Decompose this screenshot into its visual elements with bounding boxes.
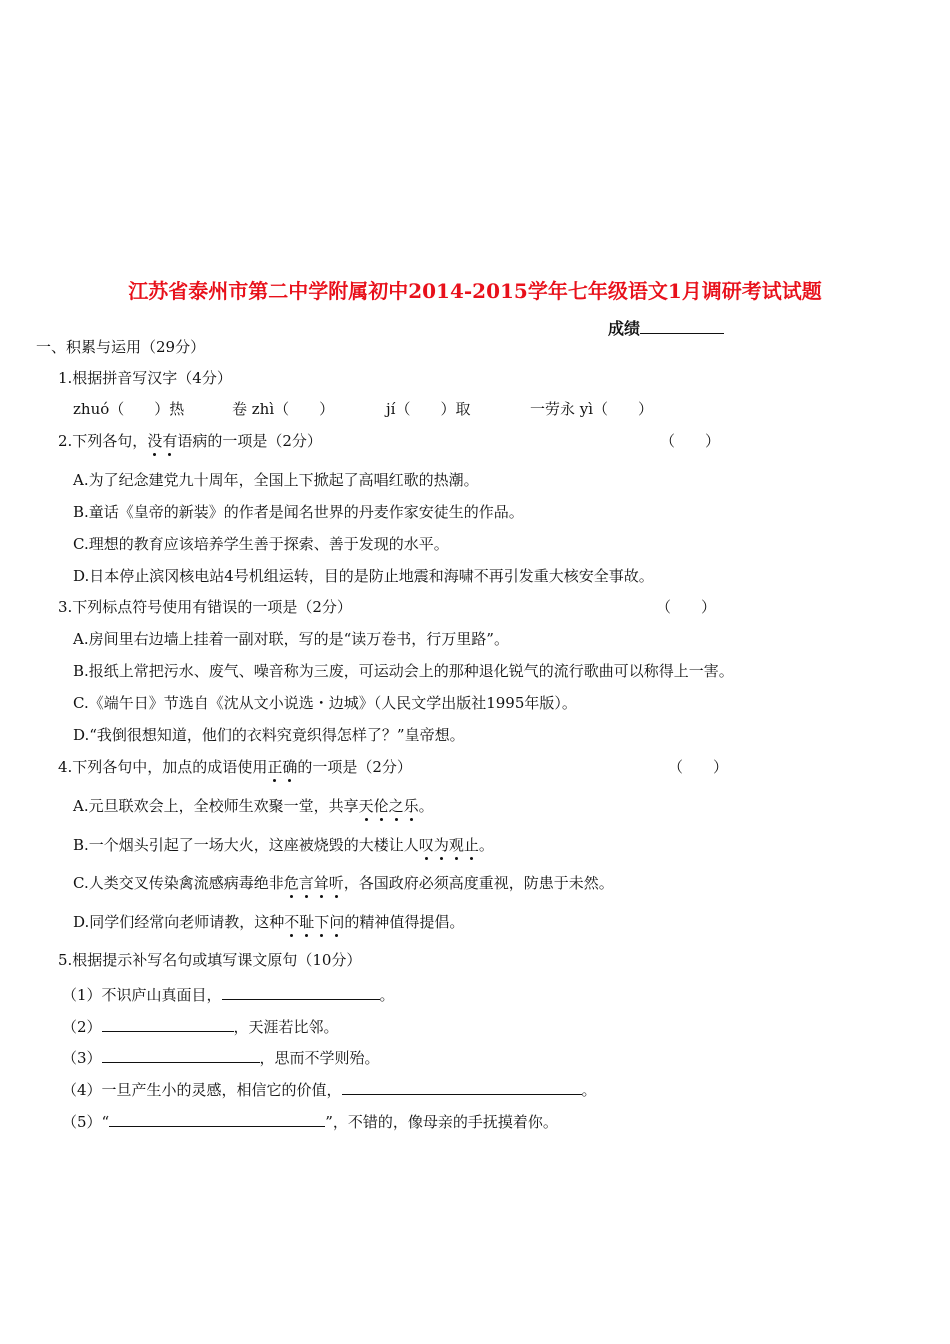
- q1-item-2[interactable]: 卷 zhì（ ）: [232, 400, 335, 418]
- q4-option-c: [73, 873, 614, 893]
- q4-b-pre: B.一个烟头引起了一场大火，这座被烧毁的大楼让人: [73, 836, 419, 854]
- emphasis-char: 之: [388, 797, 404, 815]
- q5-2-blank[interactable]: [102, 1015, 234, 1032]
- emphasis-char: 不: [284, 913, 300, 931]
- emphasis-char: 正: [267, 758, 283, 776]
- q5-item-3: [62, 1046, 380, 1068]
- q4-stem: [58, 757, 412, 777]
- q5-4-pre: （4）一旦产生小的灵感，相信它的价值，: [62, 1081, 342, 1099]
- q4-c-post: ，各国政府必须高度重视，防患于未然。: [343, 874, 614, 892]
- q4-c-pre: C.人类交叉传染禽流感病毒绝非: [73, 874, 284, 892]
- emphasis-char: 危: [283, 874, 299, 892]
- emphasis-char: 确: [282, 758, 298, 776]
- q4-a-post: 。: [418, 797, 434, 815]
- q3-option-c: C.《端午日》节选自《沈从文小说选・边城》（人民文学出版社1995年版）。: [73, 694, 577, 712]
- emphasis-char: 问: [329, 913, 345, 931]
- q4-d-idiom: [284, 913, 344, 931]
- q5-5-post: ”，不错的，像母亲的手抚摸着你。: [325, 1113, 558, 1131]
- q4-stem-start: 4.下列各句中，加点的成语使用: [58, 758, 268, 776]
- q5-3-post: ，思而不学则殆。: [259, 1049, 380, 1067]
- q4-answer-paren[interactable]: （ ）: [668, 758, 729, 776]
- q4-b-idiom: [419, 836, 479, 854]
- q2-dotted-word: [147, 432, 177, 450]
- q2-option-a: A.为了纪念建党九十周年，全国上下掀起了高唱红歌的热潮。: [73, 471, 479, 489]
- q1-item-3[interactable]: jí（ ）取: [386, 400, 471, 418]
- q1-item-1[interactable]: zhuó（ ）热: [73, 400, 185, 418]
- score-blank[interactable]: [640, 318, 724, 334]
- q3-option-b: B.报纸上常把污水、废气、噪音称为三废，可运动会上的那种退化锐气的流行歌曲可以称得上一害。: [73, 662, 734, 680]
- emphasis-char: 听: [328, 874, 344, 892]
- emphasis-char: 下: [314, 913, 330, 931]
- q3-answer-paren[interactable]: （ ）: [656, 598, 717, 616]
- q5-4-post: 。: [581, 1081, 597, 1099]
- q5-1-post: 。: [379, 986, 395, 1004]
- q4-a-idiom: [359, 797, 419, 815]
- q3-stem: 3.下列标点符号使用有错误的一项是（2分）: [58, 598, 352, 616]
- q5-1-pre: （1）不识庐山真面目，: [62, 986, 222, 1004]
- q4-b-post: 。: [478, 836, 494, 854]
- emphasis-char: 天: [358, 797, 374, 815]
- emphasis-char: 止: [463, 836, 479, 854]
- q2-option-d: D.日本停止滨冈核电站4号机组运转，目的是防止地震和海啸不再引发重大核安全事故。: [73, 567, 654, 585]
- score-field: [608, 316, 724, 339]
- emphasis-char: 耸: [313, 874, 329, 892]
- q4-option-a: [73, 796, 434, 816]
- q4-d-post: 的精神值得提倡。: [344, 913, 465, 931]
- q5-item-2: [62, 1015, 339, 1037]
- q5-3-blank[interactable]: [102, 1046, 260, 1063]
- q2-stem: [58, 431, 322, 451]
- q2-option-b: B.童话《皇帝的新装》的作者是闻名世界的丹麦作家安徒生的作品。: [73, 503, 524, 521]
- emphasis-char: 言: [298, 874, 314, 892]
- q4-a-pre: A.元旦联欢会上，全校师生欢聚一堂，共享: [73, 797, 359, 815]
- q2-stem-start: 2.下列各句，: [58, 432, 148, 450]
- q5-5-blank[interactable]: [109, 1110, 325, 1127]
- q4-c-idiom: [284, 874, 344, 892]
- q3-option-d: D.“我倒很想知道，他们的衣料究竟织得怎样了？”皇帝想。: [73, 726, 465, 744]
- emphasis-char: 伦: [373, 797, 389, 815]
- exam-title: 江苏省泰州市第二中学附属初中2014-2015学年七年级语文1月调研考试试题: [128, 279, 822, 303]
- q5-3-pre: （3）: [62, 1049, 102, 1067]
- q5-5-pre: （5）“: [62, 1113, 110, 1131]
- q4-stem-end: 的一项是（2分）: [297, 758, 412, 776]
- q1-item-4[interactable]: 一劳永 yì（ ）: [530, 400, 654, 418]
- score-label: 成绩: [608, 319, 641, 338]
- emphasis-char: 为: [433, 836, 449, 854]
- emphasis-char: 观: [448, 836, 464, 854]
- q5-item-5: [62, 1110, 558, 1132]
- q4-dotted-word: [267, 758, 297, 776]
- q5-2-post: ，天涯若比邻。: [233, 1018, 339, 1036]
- q5-stem: 5.根据提示补写名句或填写课文原句（10分）: [58, 951, 362, 969]
- q3-option-a: A.房间里右边墙上挂着一副对联，写的是“读万卷书，行万里路”。: [73, 630, 509, 648]
- q2-answer-paren[interactable]: （ ）: [660, 432, 721, 450]
- emphasis-char: 没: [147, 432, 163, 450]
- q2-option-c: C.理想的教育应该培养学生善于探索、善于发现的水平。: [73, 535, 449, 553]
- emphasis-char: 乐: [403, 797, 419, 815]
- emphasis-char: 叹: [418, 836, 434, 854]
- q1-stem: 1.根据拼音写汉字（4分）: [58, 369, 232, 387]
- q5-item-1: [62, 983, 395, 1005]
- emphasis-char: 耻: [299, 913, 315, 931]
- q5-2-pre: （2）: [62, 1018, 102, 1036]
- q2-stem-end: 语病的一项是（2分）: [177, 432, 322, 450]
- q5-4-blank[interactable]: [342, 1078, 582, 1095]
- q4-option-d: [73, 912, 464, 932]
- section-heading: 一、积累与运用（29分）: [36, 338, 206, 356]
- q5-1-blank[interactable]: [222, 983, 380, 1000]
- q4-d-pre: D.同学们经常向老师请教，这种: [73, 913, 285, 931]
- q4-option-b: [73, 835, 494, 855]
- q5-item-4: [62, 1078, 597, 1100]
- emphasis-char: 有: [162, 432, 178, 450]
